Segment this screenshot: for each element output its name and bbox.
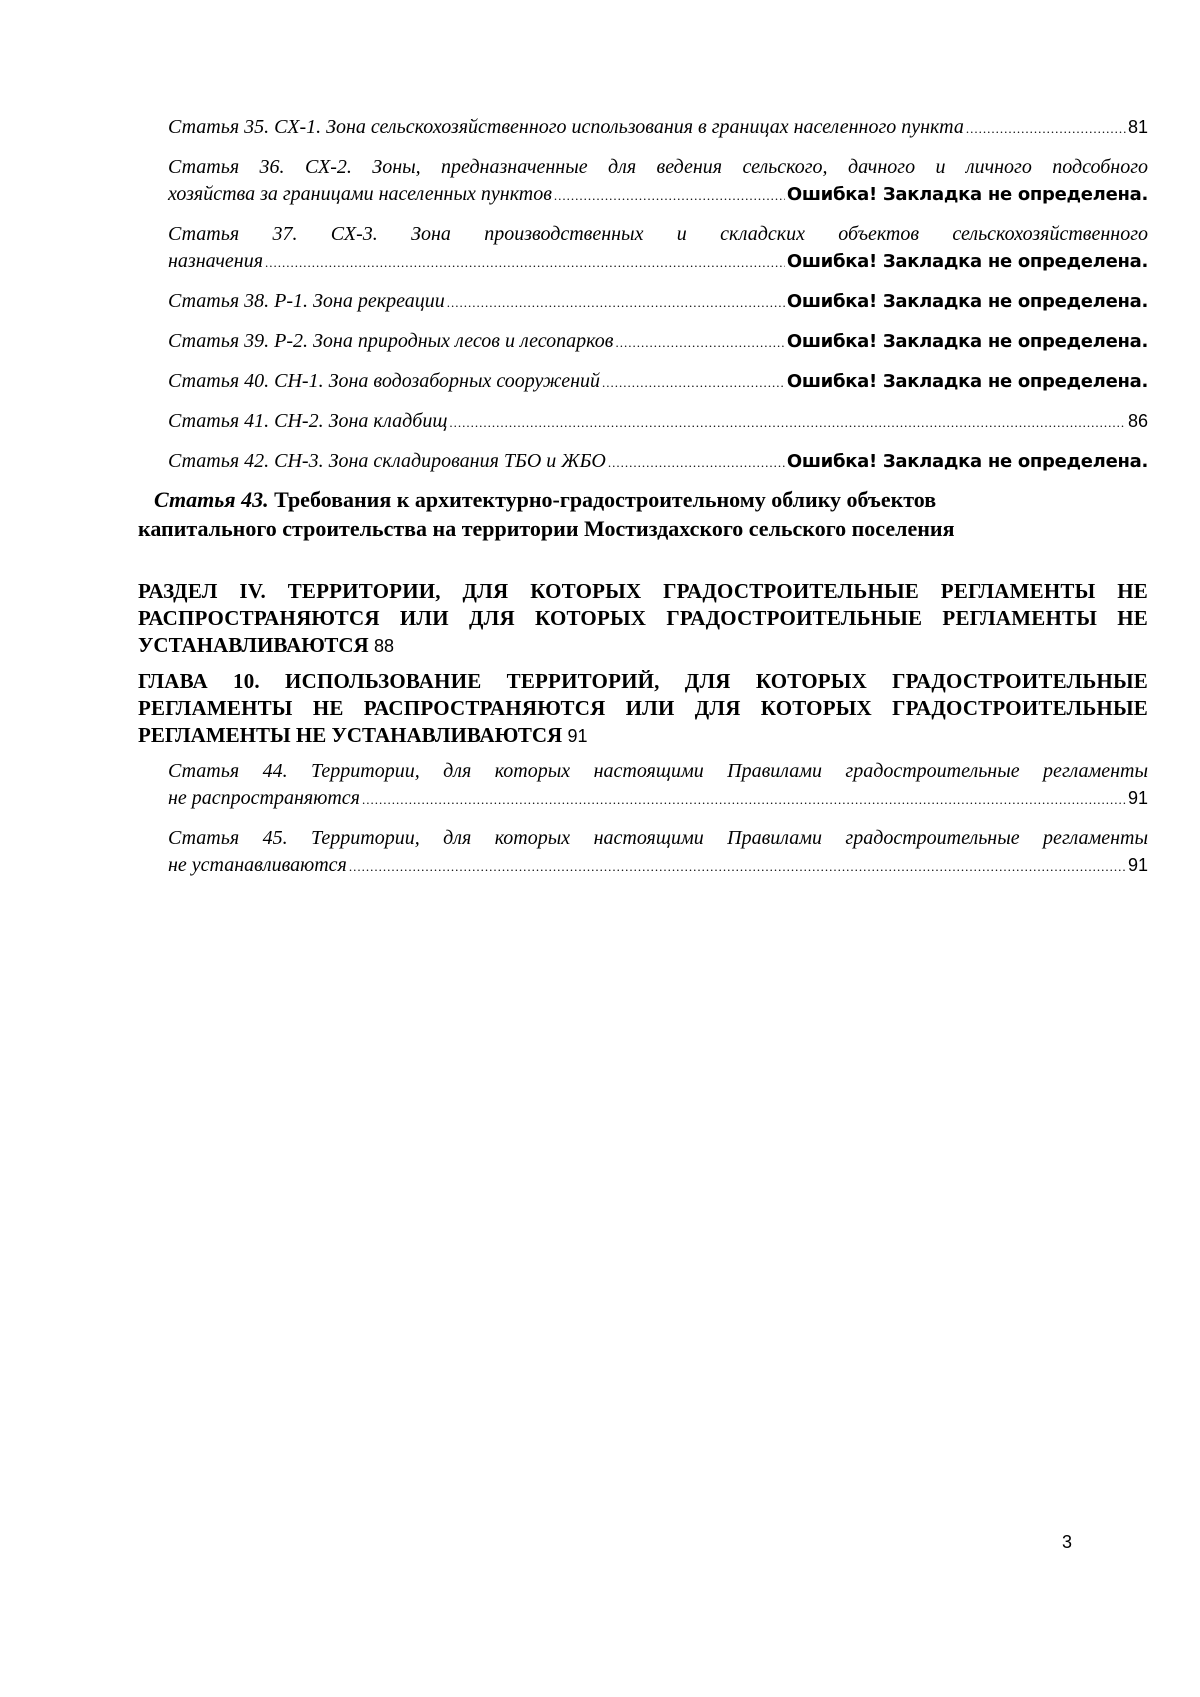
toc-entry-title: Статья 42. СН-3. Зона складирования ТБО и ЖБО	[168, 450, 606, 472]
toc-entry-title: Статья 41. СН-2. Зона кладбищ	[168, 410, 448, 432]
bookmark-error-ref: Ошибка! Закладка не определена.	[786, 331, 1148, 352]
toc-entry-title: Статья 40. СН-1. Зона водозаборных сооружений	[168, 370, 601, 392]
toc-entry-article-44[interactable]	[148, 758, 1148, 813]
dot-leader	[966, 115, 1126, 142]
bookmark-error-ref: Ошибка! Закладка не определена.	[786, 371, 1148, 392]
toc-entry-article-45[interactable]	[148, 825, 1148, 880]
article-43-heading	[138, 485, 1148, 543]
chapter-10-line3: РЕГЛАМЕНТЫ НЕ УСТАНАВЛИВАЮТСЯ	[138, 723, 563, 747]
section-4-line3: УСТАНАВЛИВАЮТСЯ	[138, 633, 369, 657]
toc-line	[168, 328, 1148, 356]
dot-leader	[449, 409, 1126, 436]
toc-page-number: 91	[1127, 788, 1148, 808]
toc-entry-article-41[interactable]	[148, 408, 1148, 436]
toc-line	[168, 368, 1148, 396]
toc-line	[168, 288, 1148, 316]
dot-leader	[265, 249, 785, 276]
toc-line	[138, 722, 1148, 750]
dot-leader	[615, 329, 784, 356]
toc-line	[138, 632, 1148, 660]
article-43-title-line2: капитального строительства на территории Мостиздахского сельского поселения	[138, 516, 955, 541]
bookmark-error-ref: Ошибка! Закладка не определена.	[786, 451, 1148, 472]
toc-line	[168, 448, 1148, 476]
section-4-line1: РАЗДЕЛ IV. ТЕРРИТОРИИ, ДЛЯ КОТОРЫХ ГРАДОСТРОИТЕЛЬНЫЕ РЕГЛАМЕНТЫ НЕ	[138, 579, 1148, 603]
toc-entry-article-39[interactable]	[148, 328, 1148, 356]
toc-line	[168, 852, 1148, 880]
toc-line	[168, 248, 1148, 276]
toc-entry-title-line2: не распространяются	[168, 787, 360, 809]
toc-entry-article-37[interactable]	[148, 221, 1148, 276]
toc-entry-article-42[interactable]	[148, 448, 1148, 476]
toc-entry-section-4[interactable]	[138, 578, 1148, 660]
bookmark-error-ref: Ошибка! Закладка не определена.	[786, 184, 1148, 205]
table-of-contents	[138, 114, 1148, 892]
spacer	[148, 660, 1148, 668]
bookmark-error-ref: Ошибка! Закладка не определена.	[786, 251, 1148, 272]
toc-entry-title-line2: не устанавливаются	[168, 854, 347, 876]
chapter-10-line1: ГЛАВА 10. ИСПОЛЬЗОВАНИЕ ТЕРРИТОРИЙ, ДЛЯ КОТОРЫХ ГРАДОСТРОИТЕЛЬНЫЕ	[138, 669, 1148, 693]
toc-entry-article-40[interactable]	[148, 368, 1148, 396]
toc-entry-title-line2: назначения	[168, 250, 264, 272]
dot-leader	[447, 289, 785, 316]
dot-leader	[602, 369, 785, 396]
toc-line	[168, 181, 1148, 209]
spacer	[148, 750, 1148, 758]
toc-entry-title-line2: хозяйства за границами населенных пунктов	[168, 183, 552, 205]
page-number: 3	[1061, 1532, 1072, 1552]
toc-entry-title-line1: Статья 44. Территории, для которых настоящими Правилами градостроительные регламенты	[168, 760, 1148, 782]
toc-entry-article-36[interactable]	[148, 154, 1148, 209]
chapter-10-line2: РЕГЛАМЕНТЫ НЕ РАСПРОСТРАНЯЮТСЯ ИЛИ ДЛЯ КОТОРЫХ ГРАДОСТРОИТЕЛЬНЫЕ	[138, 696, 1148, 720]
toc-page-number: 81	[1127, 117, 1148, 137]
toc-entry-article-38[interactable]	[148, 288, 1148, 316]
toc-entry-article-35[interactable]	[148, 114, 1148, 142]
toc-entry-chapter-10[interactable]	[138, 668, 1148, 750]
dot-leader	[349, 853, 1126, 880]
dot-leader	[608, 449, 785, 476]
toc-line	[168, 785, 1148, 813]
toc-entry-title-line1: Статья 45. Территории, для которых настоящими Правилами градостроительные регламенты	[168, 827, 1148, 849]
toc-entry-title: Статья 35. СХ-1. Зона сельскохозяйственного использования в границах населенного пункта	[168, 116, 964, 138]
toc-page-number: 91	[567, 726, 588, 746]
toc-line	[168, 408, 1148, 436]
article-43-line1	[154, 485, 1148, 514]
article-43-title-line1: Требования к архитектурно-градостроительному облику объектов	[274, 487, 937, 512]
toc-entry-title: Статья 39. Р-2. Зона природных лесов и лесопарков	[168, 330, 614, 352]
bookmark-error-ref: Ошибка! Закладка не определена.	[786, 291, 1148, 312]
toc-page-number: 86	[1127, 411, 1148, 431]
toc-entry-title-line1: Статья 37. СХ-3. Зона производственных и складских объектов сельскохозяйственного	[168, 223, 1148, 245]
toc-line	[168, 114, 1148, 142]
article-43-lead: Статья 43.	[154, 487, 269, 512]
toc-page-number: 88	[373, 636, 394, 656]
spacer	[148, 543, 1148, 578]
dot-leader	[554, 182, 785, 209]
toc-entry-title-line1: Статья 36. СХ-2. Зоны, предназначенные для ведения сельского, дачного и личного подсобного	[168, 156, 1148, 178]
section-4-line2: РАСПРОСТРАНЯЮТСЯ ИЛИ ДЛЯ КОТОРЫХ ГРАДОСТРОИТЕЛЬНЫЕ РЕГЛАМЕНТЫ НЕ	[138, 606, 1148, 630]
toc-page-number: 91	[1127, 855, 1148, 875]
toc-entry-title: Статья 38. Р-1. Зона рекреации	[168, 290, 445, 312]
dot-leader	[362, 786, 1126, 813]
